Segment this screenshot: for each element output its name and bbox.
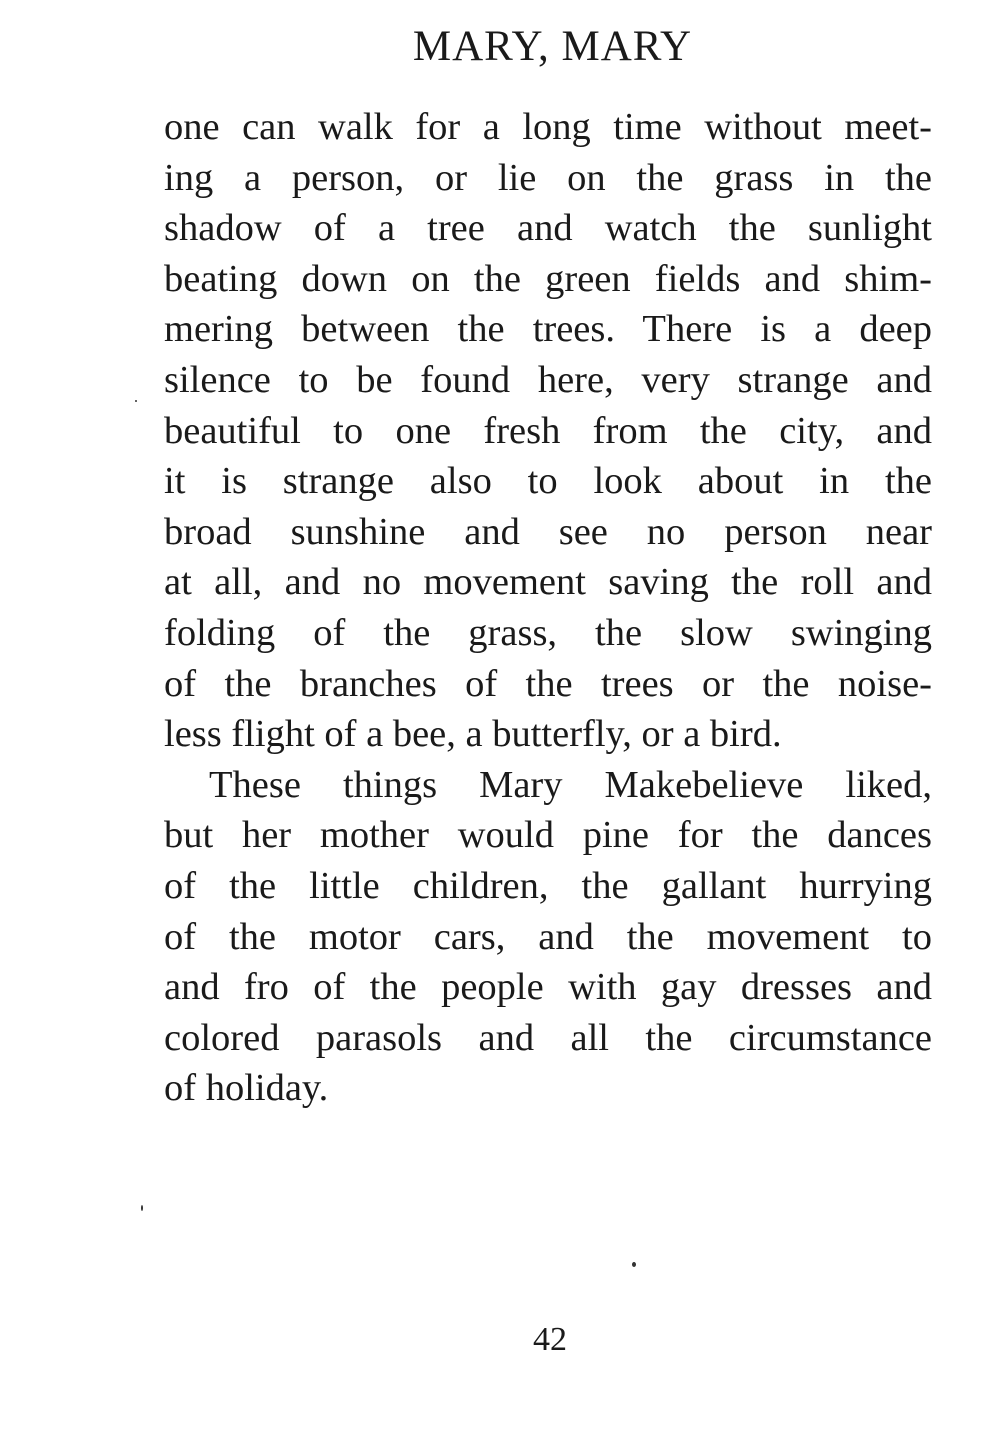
scan-speck — [632, 1262, 636, 1267]
text-line: one can walk for a long time without meet- — [164, 106, 932, 148]
text-line: folding of the grass, the slow swinging — [164, 611, 932, 654]
page-number-text: 42 — [533, 1321, 567, 1358]
text-line: These things Mary Makebelieve liked, — [209, 763, 932, 806]
text-line: and fro of the people with gay dresses and — [164, 966, 932, 1009]
text-line: ing a person, or lie on the grass in the — [164, 156, 932, 199]
page-number — [0, 1320, 1000, 1360]
text-line: it is strange also to look about in the — [164, 460, 932, 503]
text-line: beating down on the green fields and shim- — [164, 257, 932, 300]
running-head — [0, 22, 1000, 72]
text-line: of holiday. — [164, 1067, 329, 1110]
text-line: at all, and no movement saving the roll and — [164, 561, 932, 604]
scan-speck — [141, 1205, 143, 1211]
text-line: of the branches of the trees or the noise- — [164, 662, 932, 705]
text-line: of the motor cars, and the movement to — [164, 915, 932, 958]
text-line: of the little children, the gallant hurrying — [164, 864, 932, 907]
text-line: silence to be found here, very strange and — [164, 358, 932, 401]
text-line: but her mother would pine for the dances — [164, 814, 932, 857]
text-line: mering between the trees. There is a deep — [164, 308, 932, 351]
body-text — [164, 102, 932, 1114]
text-line: less flight of a bee, a butterfly, or a bird. — [164, 713, 782, 756]
text-line: beautiful to one fresh from the city, and — [164, 409, 932, 452]
text-line: shadow of a tree and watch the sunlight — [164, 207, 932, 250]
running-head-text: MARY, MARY — [412, 23, 693, 70]
scan-speck — [135, 400, 137, 402]
text-line: colored parasols and all the circumstance — [164, 1016, 932, 1059]
text-line: broad sunshine and see no person near — [164, 510, 932, 553]
